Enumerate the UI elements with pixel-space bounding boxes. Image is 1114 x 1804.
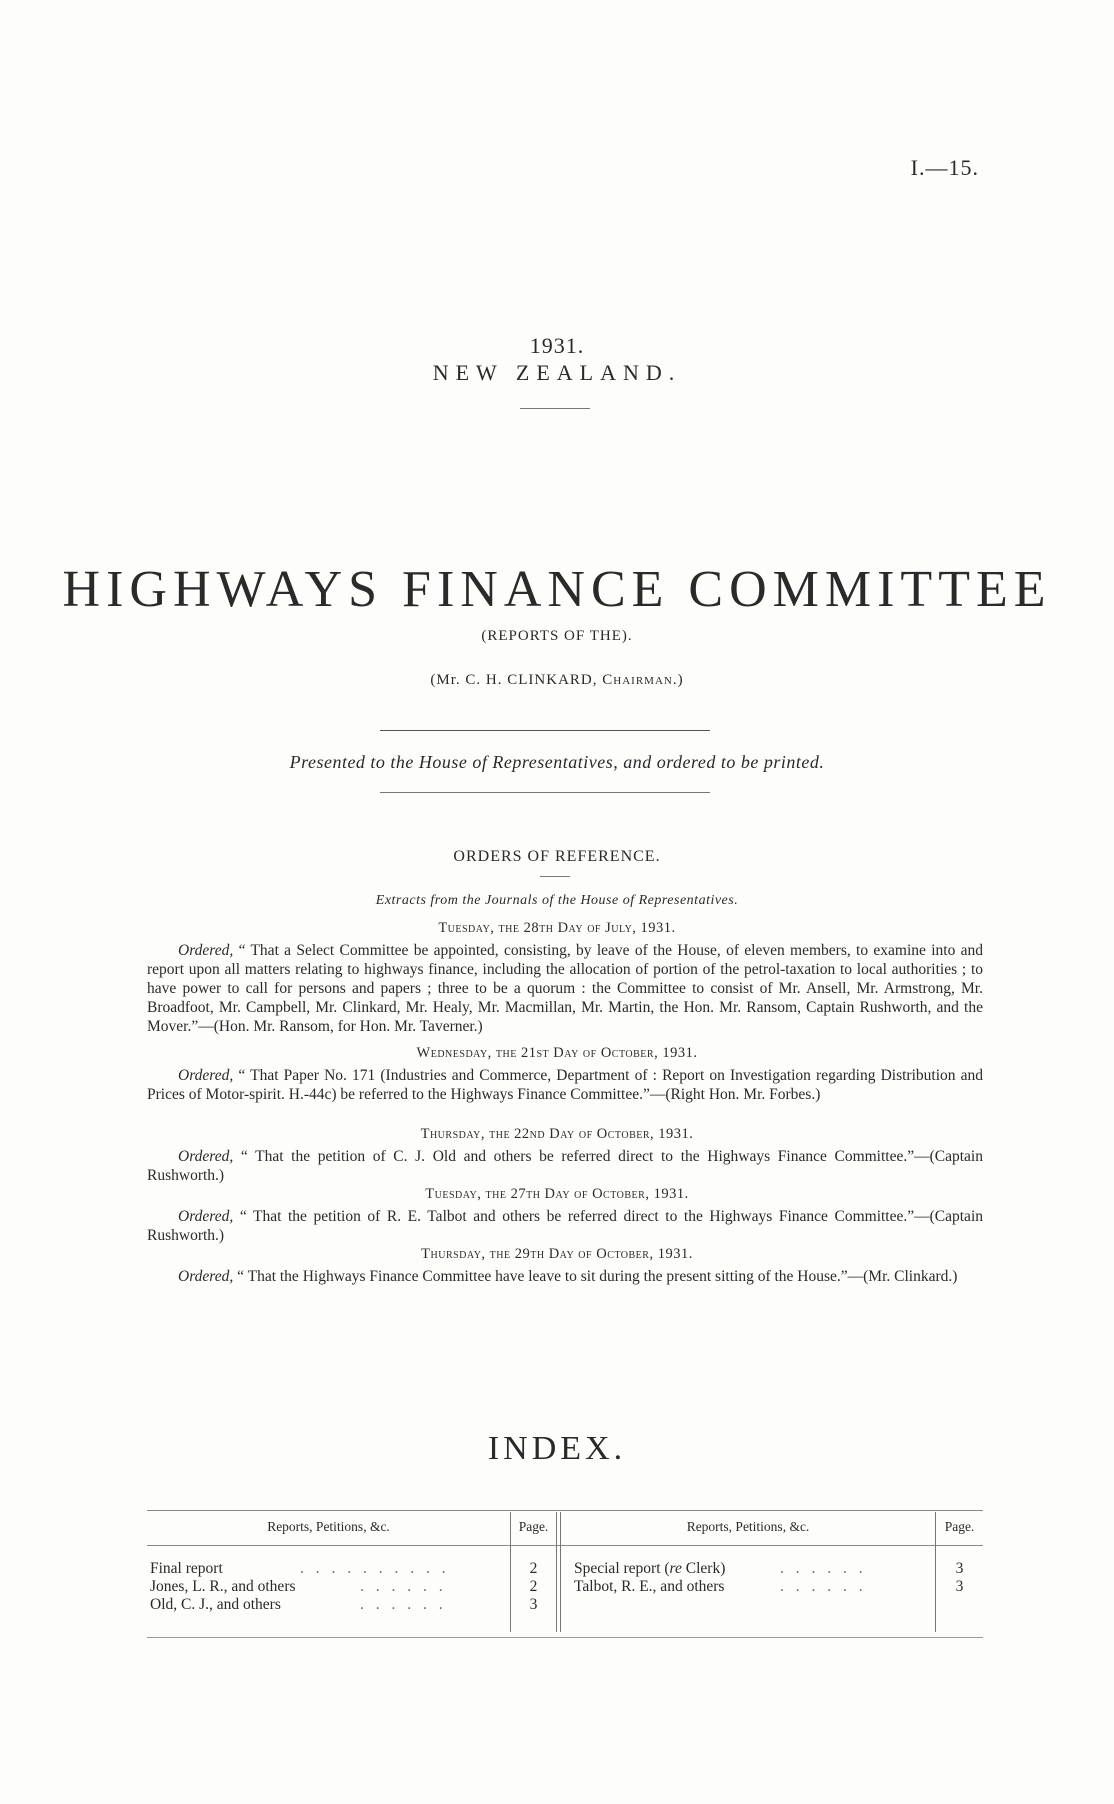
index-col-page: Page. bbox=[944, 1519, 975, 1534]
chairman-close: .) bbox=[672, 672, 684, 688]
order-text bbox=[147, 1066, 983, 1104]
index-entry-page: 3 bbox=[955, 1560, 964, 1577]
order-date: Thursday, the 22nd Day of October, 1931. bbox=[420, 1126, 694, 1142]
chairman-name: (Mr. C. H. CLINKARD, bbox=[430, 672, 603, 688]
order-body: “ That the petition of C. J. Old and others be referred direct to the Highways Finance Committee.”—(Captain Rushworth.) bbox=[147, 1148, 983, 1184]
orders-heading: ORDERS OF REFERENCE. bbox=[453, 848, 661, 865]
index-entry-page: 3 bbox=[529, 1596, 538, 1613]
index-col-header: Reports, Petitions, &c. bbox=[686, 1519, 810, 1534]
index-heading: INDEX. bbox=[487, 1430, 627, 1467]
country: NEW ZEALAND. bbox=[432, 360, 682, 385]
index-col-page: Page. bbox=[518, 1519, 549, 1534]
divider bbox=[520, 408, 590, 409]
order-text bbox=[147, 1147, 983, 1185]
index-entry-label: Old, C. J., and others bbox=[150, 1596, 281, 1613]
index-leader-dots: . . . . . . bbox=[780, 1560, 867, 1577]
order-text bbox=[147, 1207, 983, 1245]
order-text bbox=[147, 941, 983, 1036]
index-leader-dots: . . . . . . bbox=[360, 1578, 447, 1595]
divider bbox=[380, 792, 710, 793]
chairman-line bbox=[0, 672, 1114, 689]
index-leader-dots: . . . . . . bbox=[780, 1578, 867, 1595]
index-entry-label bbox=[574, 1560, 725, 1578]
index-entry-label: Final report bbox=[150, 1560, 223, 1577]
ordered-label: Ordered, bbox=[178, 1148, 234, 1165]
index-entry-text: Special report ( bbox=[574, 1560, 670, 1577]
index-entry-label bbox=[574, 1578, 724, 1596]
order-text bbox=[147, 1267, 983, 1286]
index-top-rule bbox=[147, 1510, 983, 1511]
chairman-role: Chairman bbox=[602, 672, 673, 688]
order-date: Wednesday, the 21st Day of October, 1931. bbox=[416, 1045, 698, 1061]
order-date: Tuesday, the 28th Day of July, 1931. bbox=[438, 920, 676, 936]
column-divider bbox=[556, 1512, 557, 1632]
ordered-label: Ordered, bbox=[178, 1208, 234, 1225]
order-body: “ That the Highways Finance Committee have leave to sit during the present sitting of the House.”—(Mr. Clinkard.) bbox=[237, 1268, 958, 1285]
document-subtitle: (REPORTS OF THE). bbox=[481, 628, 633, 644]
ordered-label: Ordered, bbox=[178, 1067, 234, 1084]
order-body: “ That Paper No. 171 (Industries and Commerce, Department of : Report on Investigation regarding Distribution and Prices of Motor-spirit. H.-44c) be referred to the Highways Finance Committee.”—(Right Hon. Mr. Forbes.) bbox=[147, 1067, 984, 1103]
index-header-rule bbox=[147, 1545, 983, 1546]
divider bbox=[380, 730, 710, 731]
index-entry-label: Jones, L. R., and others bbox=[150, 1578, 296, 1595]
ordered-label: Ordered, bbox=[178, 1268, 234, 1285]
index-entry-page: 2 bbox=[529, 1578, 538, 1595]
index-col-header: Reports, Petitions, &c. bbox=[267, 1519, 390, 1534]
year: 1931. bbox=[529, 333, 585, 358]
ordered-label: Ordered, bbox=[178, 942, 234, 959]
document-title: HIGHWAYS FINANCE COMMITTEE bbox=[62, 561, 1052, 618]
index-entry-text: Clerk) bbox=[681, 1560, 726, 1577]
index-entry-page: 3 bbox=[955, 1578, 964, 1595]
divider bbox=[540, 876, 570, 877]
index-bottom-rule bbox=[147, 1637, 983, 1638]
index-leader-dots: . . . . . . bbox=[360, 1596, 447, 1613]
extracts-line: Extracts from the Journals of the House of Representatives. bbox=[375, 893, 739, 908]
index-entry-italic: re bbox=[669, 1560, 682, 1577]
page-reference: I.—15. bbox=[910, 155, 979, 180]
index-leader-dots: . . . . . . . . . . bbox=[300, 1560, 450, 1577]
index-entry-page: 2 bbox=[529, 1560, 538, 1577]
order-body: “ That a Select Committee be appointed, consisting, by leave of the House, of eleven members, to examine into and report upon all matters relating to highways finance, including the allocation of portion of the petrol-taxation to local authorities ; to have power to call for persons and papers ; three to be a quorum : the Committee to consist of Mr. Ansell, Mr. Armstrong, Mr. Broadfoot, Mr. Campbell, Mr. Clinkard, Mr. Healy, Mr. Macmillan, Mr. Martin, the Hon. Mr. Ransom, Captain Rushworth, and the Mover.”—(Hon. Mr. Ransom, for Hon. Mr. Taverner.) bbox=[147, 942, 984, 1035]
order-date: Thursday, the 29th Day of October, 1931. bbox=[421, 1246, 693, 1262]
order-body: “ That the petition of R. E. Talbot and others be referred direct to the Highways Finance Committee.”—(Captain Rushworth.) bbox=[147, 1208, 983, 1244]
index-entry-text: Talbot, R. E., and others bbox=[574, 1578, 725, 1595]
order-date: Tuesday, the 27th Day of October, 1931. bbox=[425, 1186, 689, 1202]
presented-line: Presented to the House of Representatives, and ordered to be printed. bbox=[289, 752, 825, 772]
